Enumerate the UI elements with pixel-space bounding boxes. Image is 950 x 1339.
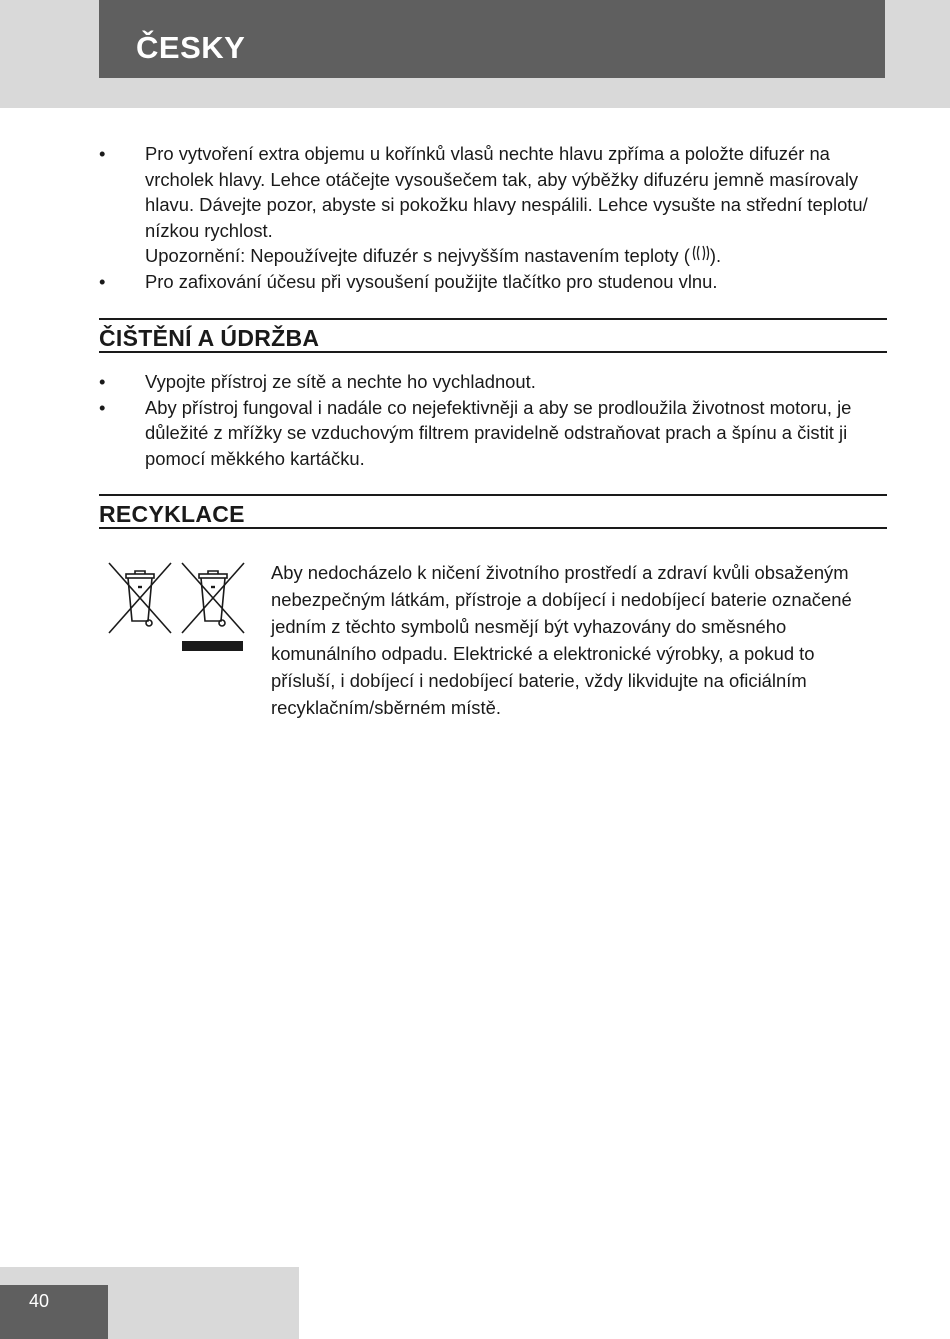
section-title: ČIŠTĚNÍ A ÚDRŽBA xyxy=(99,318,887,353)
bullet-text: Vypojte přístroj ze sítě a nechte ho vychladnout. xyxy=(145,371,536,392)
recycling-text: Aby nedocházelo k ničení životního prostředí a zdraví kvůli obsaženým nebezpečným látkám, přístroje a dobíjecí i nedobíjecí baterie označené jedním z těchto symbolů nesmějí být vyhazovány do směsného komunálního odpadu. Elektrické a elektronické výrobky, a pokud to přísluší, i dobíjecí i nedobíjecí baterie, vždy likvidujte na oficiálním recyklačním/sběrném místě. xyxy=(271,562,852,718)
bullet-text: Pro zafixování účesu při vysoušení použijte tlačítko pro studenou vlnu. xyxy=(145,270,718,292)
section-title: RECYKLACE xyxy=(99,494,887,529)
bullet-dot: • xyxy=(99,396,106,418)
crossed-bin-with-bar-icon xyxy=(182,563,244,651)
language-tab xyxy=(99,0,885,78)
list-item xyxy=(99,269,887,295)
bullet-text: Aby přístroj fungoval i nadále co nejefektivněji a aby se prodloužila životnost motoru, je důležité z mřížky se vzduchovým filtrem pravidelně odstraňovat prach a špínu a čistit ji pomocí měkkého kartáčku. xyxy=(145,396,852,469)
bullet-dot: • xyxy=(99,371,106,392)
page-number: 40 xyxy=(29,1291,50,1311)
language-title: ČESKY xyxy=(136,30,246,65)
cleaning-bullet-list xyxy=(99,369,887,471)
recycling-icons xyxy=(106,560,246,654)
bullet-text: Pro vytvoření extra objemu u kořínků vlasů nechte hlavu zpříma a položte difuzér na vrcholek hlavy. Lehce otáčejte vysoušečem tak, aby výběžky difuzéru jemně masírovaly hlavu. Dávejte pozor, abyste si pokožku hlavy nespálili. Lehce vysušte na střední teplotu/ nízkou rychlost. xyxy=(145,143,868,241)
page-number-box xyxy=(0,1285,108,1339)
bullet-dot: • xyxy=(99,143,106,164)
intro-bullet-list xyxy=(99,141,887,295)
intro-section xyxy=(99,141,887,295)
bullet-dot: • xyxy=(99,270,106,292)
list-item xyxy=(99,369,887,395)
heat-waves-icon xyxy=(690,244,710,262)
recycling-header xyxy=(99,494,887,529)
cleaning-section xyxy=(99,369,887,471)
warning-note-end: ). xyxy=(709,245,722,267)
crossed-bin-icon xyxy=(109,563,171,633)
warning-note-text: Upozornění: Nepoužívejte difuzér s nejvyšším nastavením teploty ( xyxy=(145,245,690,267)
cleaning-header xyxy=(99,318,887,353)
warning-note xyxy=(145,243,887,269)
list-item xyxy=(99,141,887,269)
list-item xyxy=(99,395,887,472)
